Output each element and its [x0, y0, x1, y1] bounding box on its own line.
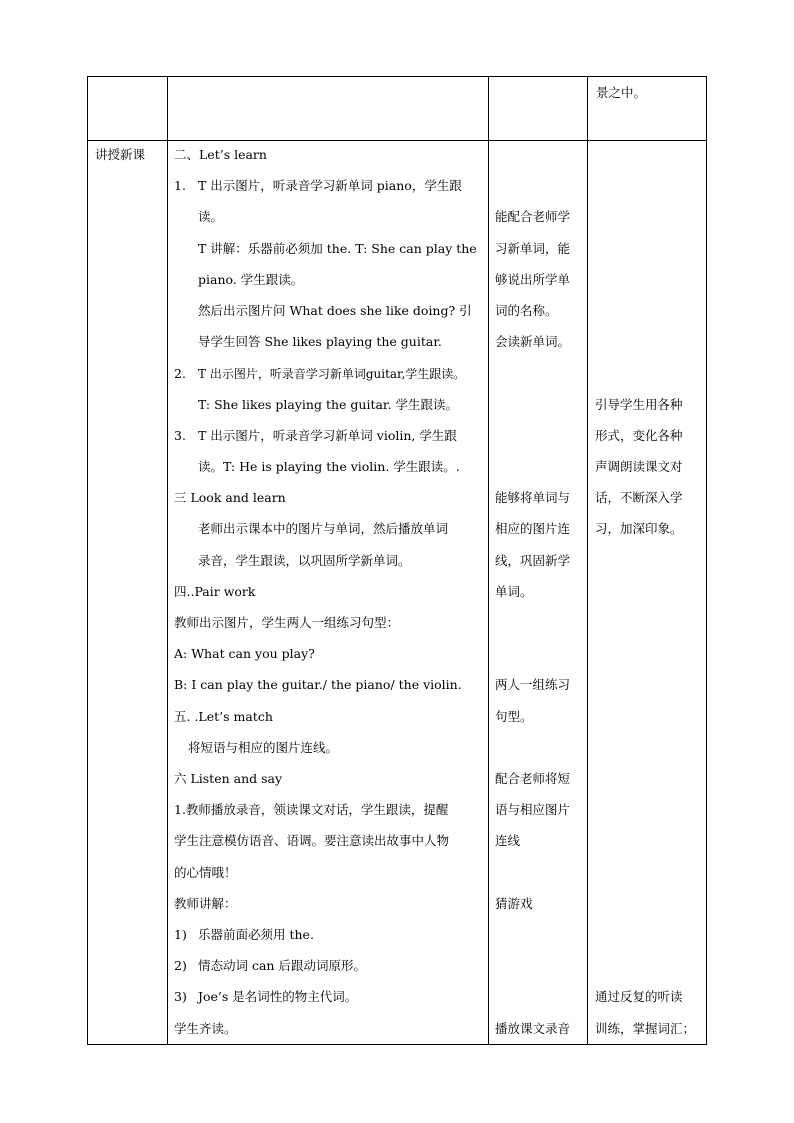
text-line: A: What can you play? [174, 646, 315, 661]
column-divider [488, 76, 489, 1045]
text-line: 词的名称。 [495, 303, 558, 318]
text-line: 导学生回答 She likes playing the guitar. [198, 334, 442, 349]
text-line: 相应的图片连 [495, 521, 571, 536]
section-heading: 六 Listen and say [174, 771, 283, 786]
text-line: 读。 [198, 209, 224, 224]
text-line: T 出示图片，听录音学习新单词guitar,学生跟读。 [198, 367, 466, 381]
text-line: 配合老师将短 [495, 771, 571, 786]
text-line: T 出示图片，听录音学习新单词 piano，学生跟 [198, 178, 462, 193]
section-heading: 四..Pair work [174, 584, 256, 599]
text-line: 习新单词，能 [495, 241, 571, 256]
text-line: piano. 学生跟读。 [198, 272, 304, 287]
text-line: 够说出所学单 [495, 272, 571, 287]
text-line: 乐器前面必须用 the. [198, 927, 314, 942]
text-line: 将短语与相应的图片连线。 [188, 740, 339, 755]
text-line: 句型。 [495, 709, 533, 724]
text-line: T 出示图片，听录音学习新单词 violin, 学生跟 [198, 428, 457, 443]
text-line: 声调朗读课文对 [595, 459, 683, 474]
text-line: 情态动词 can 后跟动词原形。 [198, 958, 366, 973]
text-line: 录音，学生跟读，以巩固所学新单词。 [198, 553, 411, 568]
text-line: 引导学生用各种 [595, 397, 683, 412]
list-number: 3) [174, 989, 187, 1004]
text-line: 两人一组练习 [495, 677, 571, 692]
text-line: 能够将单词与 [495, 490, 571, 505]
list-number: 2) [174, 958, 187, 973]
text-line: T: She likes playing the guitar. 学生跟读。 [198, 397, 458, 412]
text-line: 学生齐读。 [174, 1021, 237, 1036]
text-line: 教师讲解： [174, 896, 237, 911]
text-line: 会读新单词。 [495, 334, 571, 349]
list-number: 1) [174, 927, 187, 942]
column-divider [587, 76, 588, 1045]
text-line: 形式，变化各种 [595, 428, 683, 443]
section-heading: 五. .Let’s match [174, 709, 273, 724]
stage-label: 讲授新课 [95, 147, 146, 162]
text-line: 教师出示图片，学生两人一组练习句型： [174, 615, 400, 630]
list-number: 3. [174, 428, 186, 443]
text-line: 播放课文录音 [495, 1021, 571, 1036]
text-line: 1.教师播放录音，领读课文对话，学生跟读，提醒 [174, 802, 449, 817]
section-heading: 三 Look and learn [174, 490, 286, 505]
column-divider [167, 76, 168, 1045]
row-divider [87, 140, 707, 141]
text-line: 读。T: He is playing the violin. 学生跟读。. [198, 459, 460, 474]
row1-intent-text: 景之中。 [596, 85, 647, 100]
text-line: 能配合老师学 [495, 209, 571, 224]
text-line: 训练，掌握词汇； [595, 1021, 696, 1036]
text-line: 学生注意模仿语音、语调。要注意读出故事中人物 [174, 833, 450, 848]
text-line: Joe’s 是名词性的物主代词。 [198, 989, 358, 1004]
text-line: 习，加深印象。 [595, 521, 683, 536]
section-heading: 二、Let’s learn [174, 147, 267, 162]
list-number: 2. [174, 366, 186, 381]
text-line: 通过反复的听读 [595, 989, 683, 1004]
list-number: 1. [174, 178, 186, 193]
text-line: T 讲解：乐器前必须加 the. T: She can play the [198, 241, 477, 256]
text-line: 单词。 [495, 584, 533, 599]
text-line: B: I can play the guitar./ the piano/ the violin. [174, 677, 462, 692]
text-line: 老师出示课本中的图片与单词，然后播放单词 [198, 521, 449, 536]
text-line: 猜游戏 [495, 896, 533, 911]
text-line: 语与相应图片 [495, 802, 571, 817]
text-line: 的心情哦！ [174, 865, 237, 880]
text-line: 话，不断深入学 [595, 490, 683, 505]
text-line: 连线 [495, 833, 521, 848]
text-line: 然后出示图片问 What does she like doing? 引 [198, 303, 472, 318]
text-line: 线，巩固新学 [495, 553, 571, 568]
